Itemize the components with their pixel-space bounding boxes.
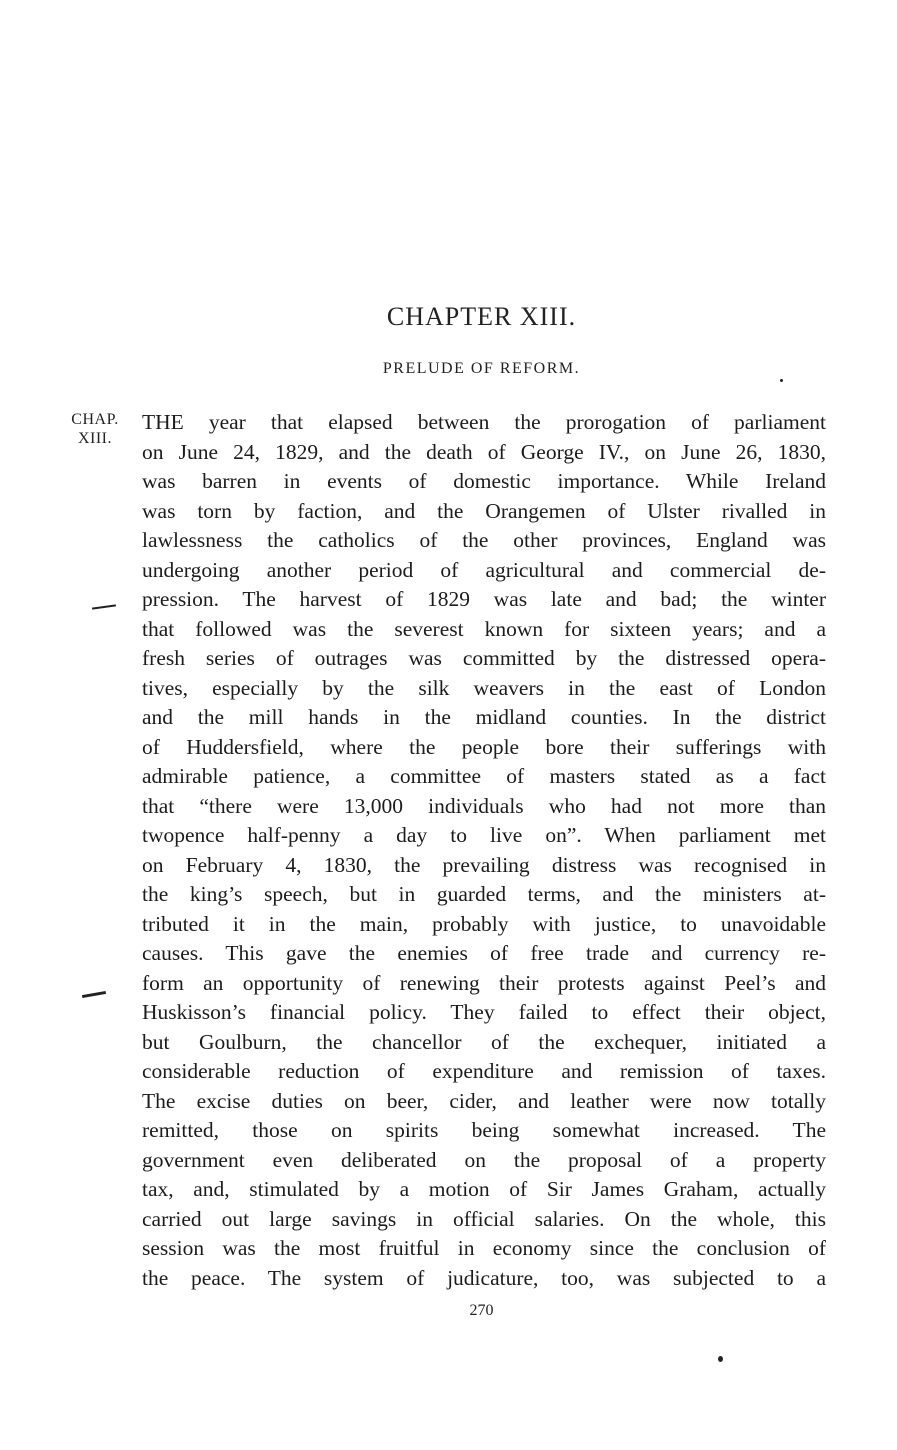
text-line: undergoing another period of agricultural and commercial de- <box>142 557 826 582</box>
margin-note-line: XIII. <box>77 430 113 447</box>
text-line: Huskisson’s financial policy. They failed to effect their object, <box>142 1000 826 1024</box>
text-line: causes. This gave the enemies of free trade and currency re- <box>142 941 826 965</box>
text-line: fresh series of outrages was committed by the distressed opera- <box>142 646 826 670</box>
text-line: The excise duties on beer, cider, and leather were now totally <box>142 1088 826 1113</box>
chapter-subtitle: PRELUDE OF REFORM. <box>382 360 581 377</box>
chapter-title: CHAPTER XIII. <box>386 302 577 331</box>
text-line: considerable reduction of expenditure and remission of taxes. <box>142 1059 826 1083</box>
page-number: 270 <box>469 1302 494 1319</box>
text-line: lawlessness the catholics of the other provinces, England was <box>142 528 826 552</box>
text-line: the king’s speech, but in guarded terms, and the ministers at- <box>142 882 826 906</box>
text-line: THE year that elapsed between the prorogation of parliament <box>142 410 826 434</box>
text-line: tributed it in the main, probably with justice, to unavoidable <box>142 911 826 936</box>
text-line: on February 4, 1830, the prevailing distress was recognised in <box>142 852 826 877</box>
text-line: remitted, those on spirits being somewhat increased. The <box>142 1118 826 1142</box>
ink-speck <box>780 379 783 382</box>
body-paragraph <box>142 408 826 1293</box>
text-line: that “there were 13,000 individuals who had not more than <box>142 793 826 818</box>
margin-pencil-mark <box>92 604 116 609</box>
text-line: twopence half-penny a day to live on”. When parliament met <box>142 823 826 847</box>
margin-pencil-mark <box>82 991 106 998</box>
text-line: that followed was the severest known for sixteen years; and a <box>142 616 826 641</box>
text-line: tax, and, stimulated by a motion of Sir James Graham, actually <box>142 1177 826 1201</box>
text-line: form an opportunity of renewing their protests against Peel’s and <box>142 970 826 995</box>
text-line: session was the most fruitful in economy since the conclusion of <box>142 1236 826 1260</box>
ink-speck <box>718 1356 723 1362</box>
text-line: was barren in events of domestic importance. While Ireland <box>142 469 826 493</box>
text-line: tives, especially by the silk weavers in the east of London <box>142 675 826 700</box>
text-line: the peace. The system of judicature, too, was subjected to a <box>142 1265 826 1290</box>
margin-note <box>60 410 130 448</box>
text-line: government even deliberated on the proposal of a property <box>142 1147 826 1172</box>
text-line: but Goulburn, the chancellor of the exchequer, initiated a <box>142 1029 826 1054</box>
text-line: pression. The harvest of 1829 was late and bad; the winter <box>142 587 826 611</box>
text-line: of Huddersfield, where the people bore their sufferings with <box>142 734 826 759</box>
text-line: admirable patience, a committee of masters stated as a fact <box>142 764 826 788</box>
text-line: and the mill hands in the midland counties. In the district <box>142 705 826 729</box>
text-line: carried out large savings in official salaries. On the whole, this <box>142 1206 826 1231</box>
text-line: on June 24, 1829, and the death of George IV., on June 26, 1830, <box>142 439 826 464</box>
text-line: was torn by faction, and the Orangemen of Ulster rivalled in <box>142 498 826 523</box>
margin-note-line: CHAP. <box>71 411 119 428</box>
